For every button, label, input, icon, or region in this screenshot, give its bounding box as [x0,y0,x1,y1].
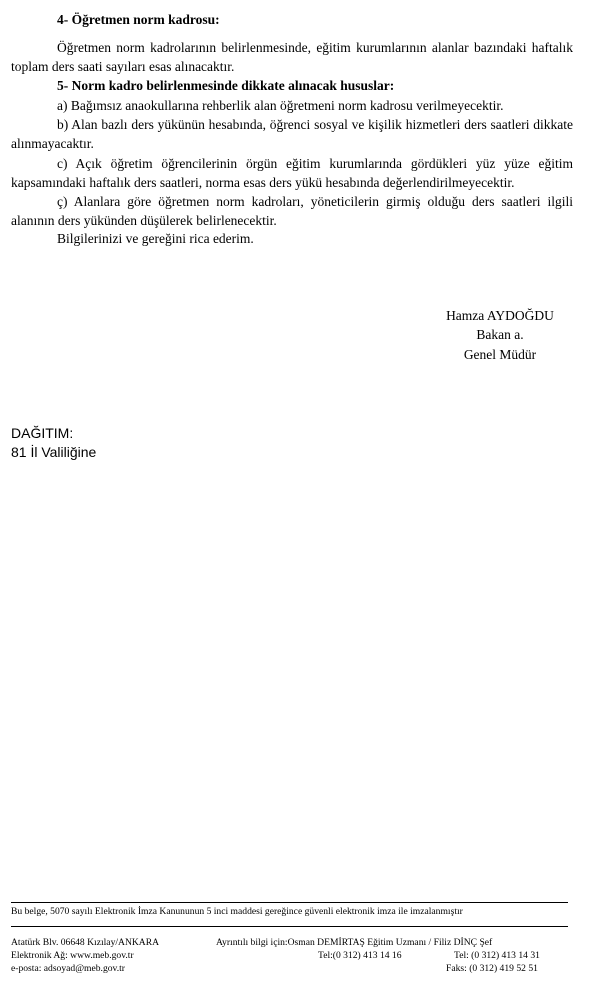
section4-heading: 4- Öğretmen norm kadrosu: [57,12,220,27]
section5-item-cedilla: ç) Alanlara göre öğretmen norm kadroları, yöneticilerin girmiş olduğu ders saatleri ilgili alanının ders yükünden düşülerek belirlenecektir. [11,194,573,228]
footer-top-rule [11,902,568,903]
section5-item-c: c) Açık öğretim öğrencilerinin örgün eğitim kurumlarında gördükleri yüz yüze eğitim kapsamındaki haftalık ders saatleri, norma esas ders yükü hesabında değerlendirilmeyecektir. [11,156,573,190]
closing-line: Bilgilerinizi ve gereğini rica ederim. [57,231,254,246]
footer-tel-1: Tel:(0 312) 413 14 16 [318,950,402,961]
footer-address: Atatürk Blv. 06648 Kızılay/ANKARA [11,937,160,948]
section4-text: Öğretmen norm kadrolarının belirlenmesinde, eğitim kurumlarının alanlar bazındaki haftalık toplam ders saati sayıları esas alınacaktır. [11,40,573,74]
footer-web: Elektronik Ağ: www.meb.gov.tr [11,950,134,961]
section5-heading: 5- Norm kadro belirlenmesinde dikkate alınacak hususlar: [57,78,395,93]
signature-title-2: Genel Müdür [463,347,537,362]
distribution-recipient: 81 İl Valiliğine [11,444,97,460]
footer-email: e-posta: adsoyad@meb.gov.tr [11,963,125,974]
footer-tel-2: Tel: (0 312) 413 14 31 [454,950,540,961]
footer-contact-info: Ayrıntılı bilgi için:Osman DEMİRTAŞ Eğitim Uzmanı / Filiz DİNÇ Şef [216,937,493,948]
section5-item-a: a) Bağımsız anaokullarına rehberlik alan öğretmeni norm kadrosu verilmeyecektir. [57,98,504,113]
esign-note: Bu belge, 5070 sayılı Elektronik İmza Kanununun 5 inci maddesi gereğince güvenli elektronik imza ile imzalanmıştır [11,906,463,917]
signature-title-1: Bakan a. [476,327,524,342]
footer-divider [11,926,568,927]
footer-fax: Faks: (0 312) 419 52 51 [446,963,538,974]
signature-name: Hamza AYDOĞDU [446,308,554,323]
distribution-label: DAĞITIM: [11,425,74,441]
section5-item-b: b) Alan bazlı ders yükünün hesabında, öğrenci sosyal ve kişilik hizmetleri ders saatleri dikkate alınmayacaktır. [11,117,573,151]
